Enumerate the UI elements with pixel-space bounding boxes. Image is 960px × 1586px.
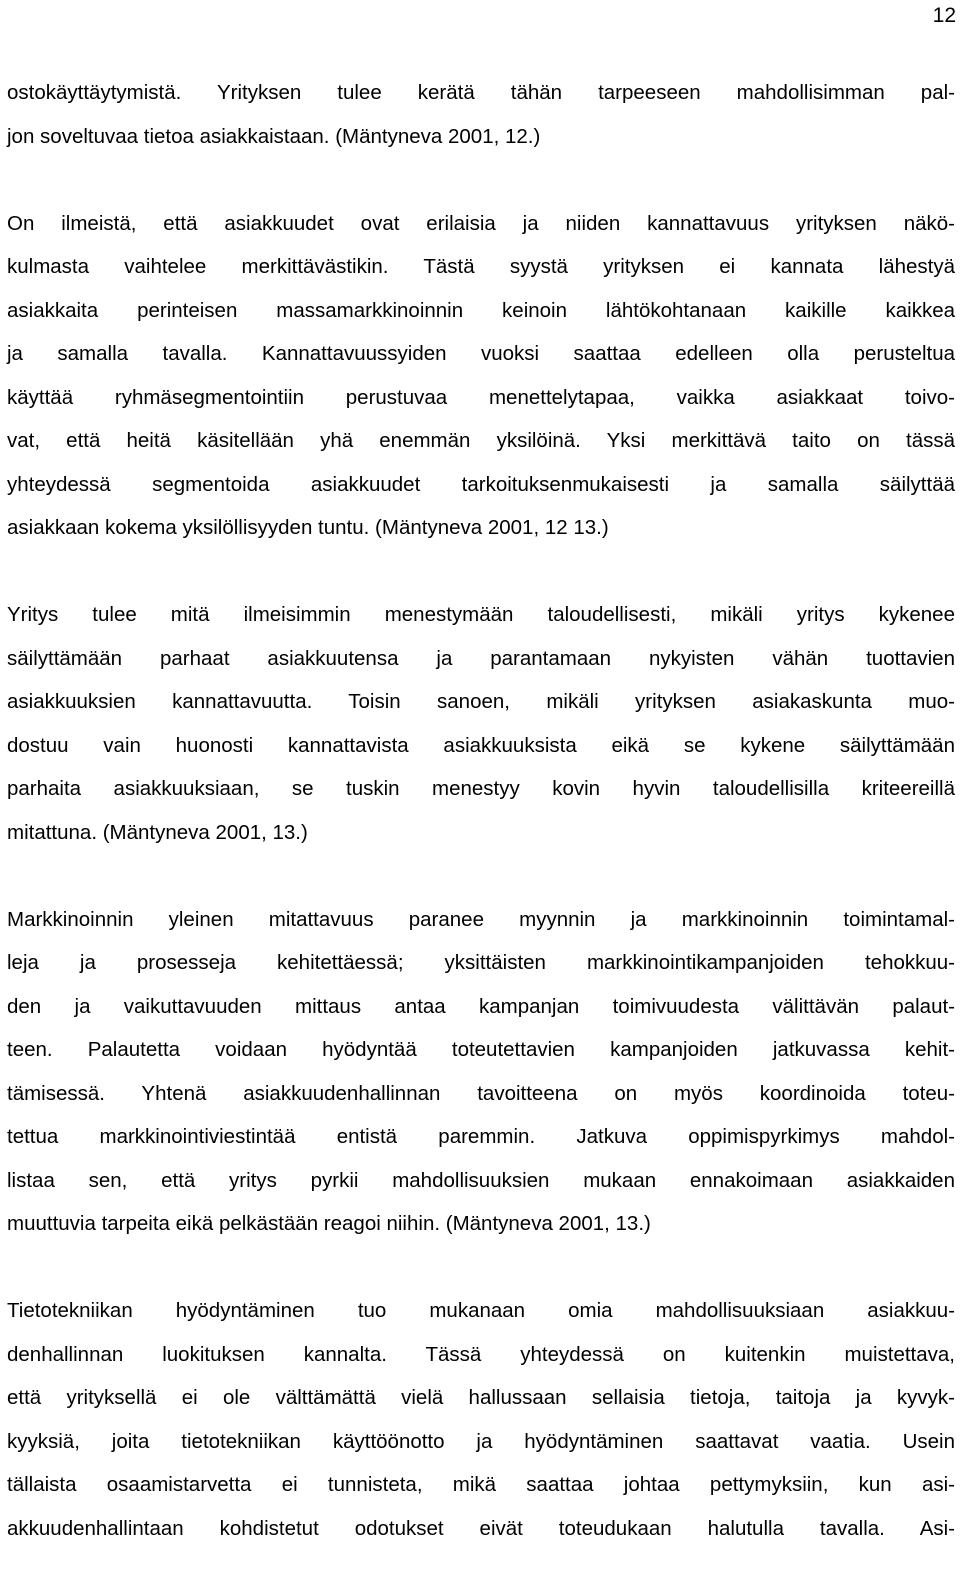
text-line: vat, että heitä käsitellään yhä enemmän yksilöinä. Yksi merkittävä taito on tässä xyxy=(7,429,955,452)
paragraph-spacer xyxy=(7,550,955,594)
paragraph-spacer xyxy=(7,158,955,202)
text-line: kyyksiä, joita tietotekniikan käyttöönotto ja hyödyntäminen saattavat vaatia. Usein xyxy=(7,1429,955,1453)
text-line: että yrityksellä ei ole välttämättä vielä hallussaan sellaisia tietoja, taitoja ja kyvyk- xyxy=(7,1386,955,1409)
text-line: dostuu vain huonosti kannattavista asiakkuuksista eikä se kykene säilyttämään xyxy=(7,733,955,757)
text-line: den ja vaikuttavuuden mittaus antaa kampanjan toimivuudesta välittävän palaut- xyxy=(7,994,955,1018)
text-line: Tietotekniikan hyödyntäminen tuo mukanaan omia mahdollisuuksiaan asiakkuu- xyxy=(7,1299,955,1322)
text-line: asiakkaita perinteisen massamarkkinoinnin keinoin lähtökohtanaan kaikille kaikkea xyxy=(7,298,955,322)
text-line: teen. Palautetta voidaan hyödyntää toteutettavien kampanjoiden jatkuvassa kehit- xyxy=(7,1038,955,1061)
text-line: Yritys tulee mitä ilmeisimmin menestymään taloudellisesti, mikäli yritys kykenee xyxy=(7,603,955,626)
paragraph xyxy=(7,202,955,550)
text-line: käyttää ryhmäsegmentointiin perustuvaa menettelytapaa, vaikka asiakkaat toivo- xyxy=(7,385,955,409)
text-line: On ilmeistä, että asiakkuudet ovat erilaisia ja niiden kannattavuus yrityksen näkö- xyxy=(7,211,955,235)
text-line: denhallinnan luokituksen kannalta. Tässä yhteydessä on kuitenkin muistettava, xyxy=(7,1342,955,1366)
text-line: tettua markkinointiviestintää entistä paremmin. Jatkuva oppimispyrkimys mahdol- xyxy=(7,1125,955,1148)
paragraph-spacer xyxy=(7,854,955,898)
paragraph xyxy=(7,1289,955,1550)
text-line: akkuudenhallintaan kohdistetut odotukset eivät toteudukaan halutulla tavalla. Asi- xyxy=(7,1516,955,1540)
paragraph xyxy=(7,898,955,1246)
text-line: tämisessä. Yhtenä asiakkuudenhallinnan tavoitteena on myös koordinoida toteu- xyxy=(7,1081,955,1105)
text-line: asiakkaan kokema yksilöllisyyden tuntu. (Mäntyneva 2001, 12 13.) xyxy=(7,516,609,539)
text-line: mitattuna. (Mäntyneva 2001, 13.) xyxy=(7,820,308,844)
text-line: yhteydessä segmentoida asiakkuudet tarkoituksenmukaisesti ja samalla säilyttää xyxy=(7,472,955,496)
document-body xyxy=(7,71,955,1550)
text-line: Markkinoinnin yleinen mitattavuus paranee myynnin ja markkinoinnin toimintamal- xyxy=(7,907,955,931)
text-line: asiakkuuksien kannattavuutta. Toisin sanoen, mikäli yrityksen asiakaskunta muo- xyxy=(7,690,955,713)
paragraph xyxy=(7,71,955,158)
paragraph xyxy=(7,593,955,854)
text-line: tällaista osaamistarvetta ei tunnisteta, mikä saattaa johtaa pettymyksiin, kun asi- xyxy=(7,1473,955,1496)
page-number: 12 xyxy=(932,4,956,27)
text-line: muuttuvia tarpeita eikä pelkästään reagoi niihin. (Mäntyneva 2001, 13.) xyxy=(7,1212,651,1235)
text-line: ostokäyttäytymistä. Yrityksen tulee kerätä tähän tarpeeseen mahdollisimman pal- xyxy=(7,81,955,104)
text-line: ja samalla tavalla. Kannattavuussyiden vuoksi saattaa edelleen olla perusteltua xyxy=(7,342,955,365)
paragraph-spacer xyxy=(7,1246,955,1290)
text-line: leja ja prosesseja kehitettäessä; yksittäisten markkinointikampanjoiden tehokkuu- xyxy=(7,951,955,974)
text-line: parhaita asiakkuuksiaan, se tuskin menestyy kovin hyvin taloudellisilla kriteereillä xyxy=(7,777,955,800)
text-line: jon soveltuvaa tietoa asiakkaistaan. (Mäntyneva 2001, 12.) xyxy=(7,124,541,148)
text-line: listaa sen, että yritys pyrkii mahdollisuuksien mukaan ennakoimaan asiakkaiden xyxy=(7,1168,955,1192)
text-line: kulmasta vaihtelee merkittävästikin. Tästä syystä yrityksen ei kannata lähestyä xyxy=(7,255,955,278)
text-line: säilyttämään parhaat asiakkuutensa ja parantamaan nykyisten vähän tuottavien xyxy=(7,646,955,670)
